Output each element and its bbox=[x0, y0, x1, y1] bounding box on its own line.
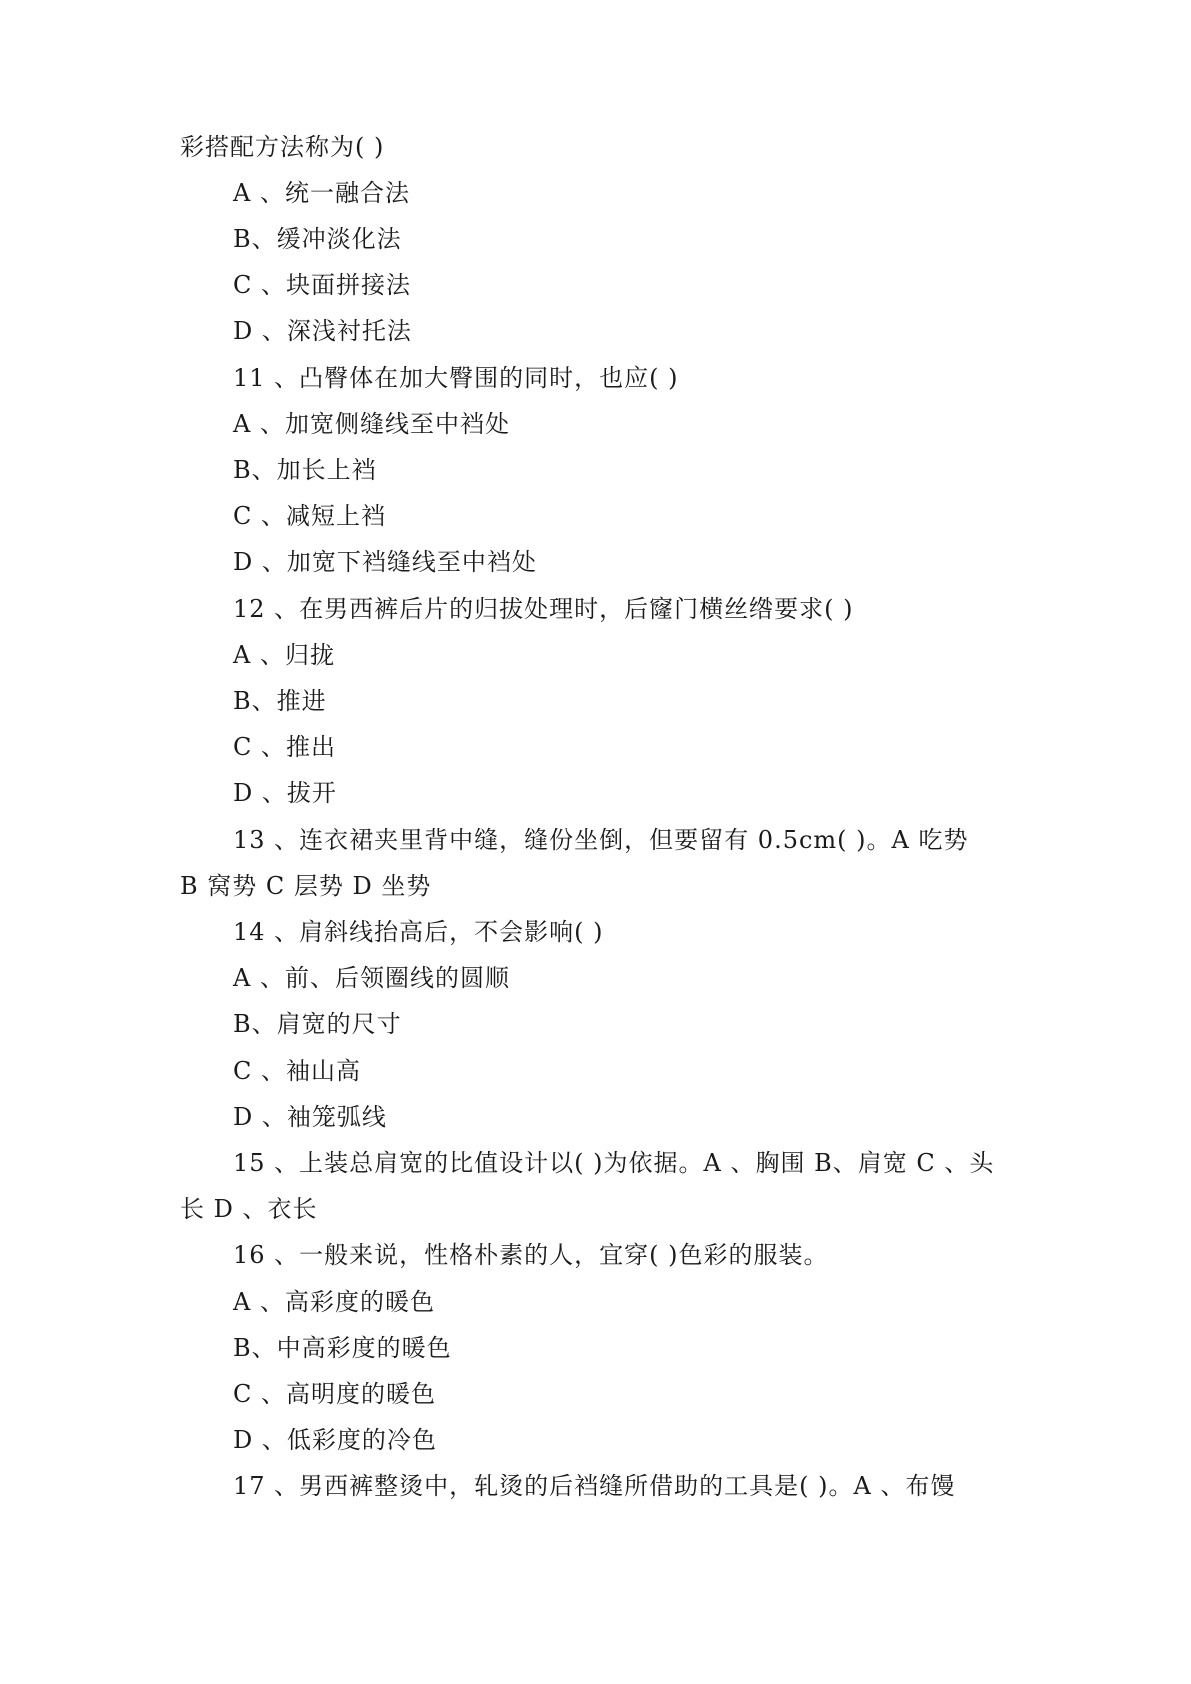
q12-option-b: B、推进 bbox=[233, 687, 327, 715]
question-10-stem-continued: 彩搭配方法称为( ) bbox=[180, 133, 385, 161]
q14-option-b: B、肩宽的尺寸 bbox=[233, 1010, 402, 1038]
q16-option-b: B、中高彩度的暖色 bbox=[233, 1334, 452, 1362]
q14-option-c: C 、袖山高 bbox=[233, 1057, 361, 1085]
q12-option-c: C 、推出 bbox=[233, 733, 336, 761]
q16-option-d: D 、低彩度的冷色 bbox=[233, 1426, 437, 1454]
question-11: 11 、凸臀体在加大臀围的同时，也应( ) bbox=[233, 364, 679, 392]
question-13-continued: B 窝势 C 层势 D 坐势 bbox=[180, 872, 432, 900]
question-14: 14 、肩斜线抬高后，不会影响( ) bbox=[233, 918, 604, 946]
question-15: 15 、上装总肩宽的比值设计以( )为依据。A 、胸围 B、肩宽 C 、头 bbox=[233, 1149, 995, 1177]
q10-option-d: D 、深浅衬托法 bbox=[233, 317, 412, 345]
q10-option-b: B、缓冲淡化法 bbox=[233, 225, 402, 253]
q11-option-c: C 、减短上裆 bbox=[233, 502, 386, 530]
q14-option-a: A 、前、后领圈线的圆顺 bbox=[233, 964, 510, 992]
question-17: 17 、男西裤整烫中，轧烫的后裆缝所借助的工具是( )。A 、布馒 bbox=[233, 1472, 956, 1500]
q16-option-c: C 、高明度的暖色 bbox=[233, 1380, 436, 1408]
q11-option-b: B、加长上裆 bbox=[233, 456, 377, 484]
q14-option-d: D 、袖笼弧线 bbox=[233, 1103, 387, 1131]
question-15-continued: 长 D 、衣长 bbox=[180, 1195, 318, 1223]
q11-option-a: A 、加宽侧缝线至中裆处 bbox=[233, 410, 510, 438]
q11-option-d: D 、加宽下裆缝线至中裆处 bbox=[233, 548, 537, 576]
question-12: 12 、在男西裤后片的归拔处理时，后窿门横丝绺要求( ) bbox=[233, 595, 854, 623]
q10-option-a: A 、统一融合法 bbox=[233, 179, 410, 207]
q16-option-a: A 、高彩度的暖色 bbox=[233, 1288, 435, 1316]
q12-option-d: D 、拔开 bbox=[233, 779, 337, 807]
question-13: 13 、连衣裙夹里背中缝，缝份坐倒，但要留有 0.5cm( )。A 吃势 bbox=[233, 826, 969, 854]
question-16: 16 、一般来说，性格朴素的人，宜穿( )色彩的服装。 bbox=[233, 1241, 829, 1269]
q12-option-a: A 、归拢 bbox=[233, 641, 335, 669]
q10-option-c: C 、块面拼接法 bbox=[233, 271, 411, 299]
